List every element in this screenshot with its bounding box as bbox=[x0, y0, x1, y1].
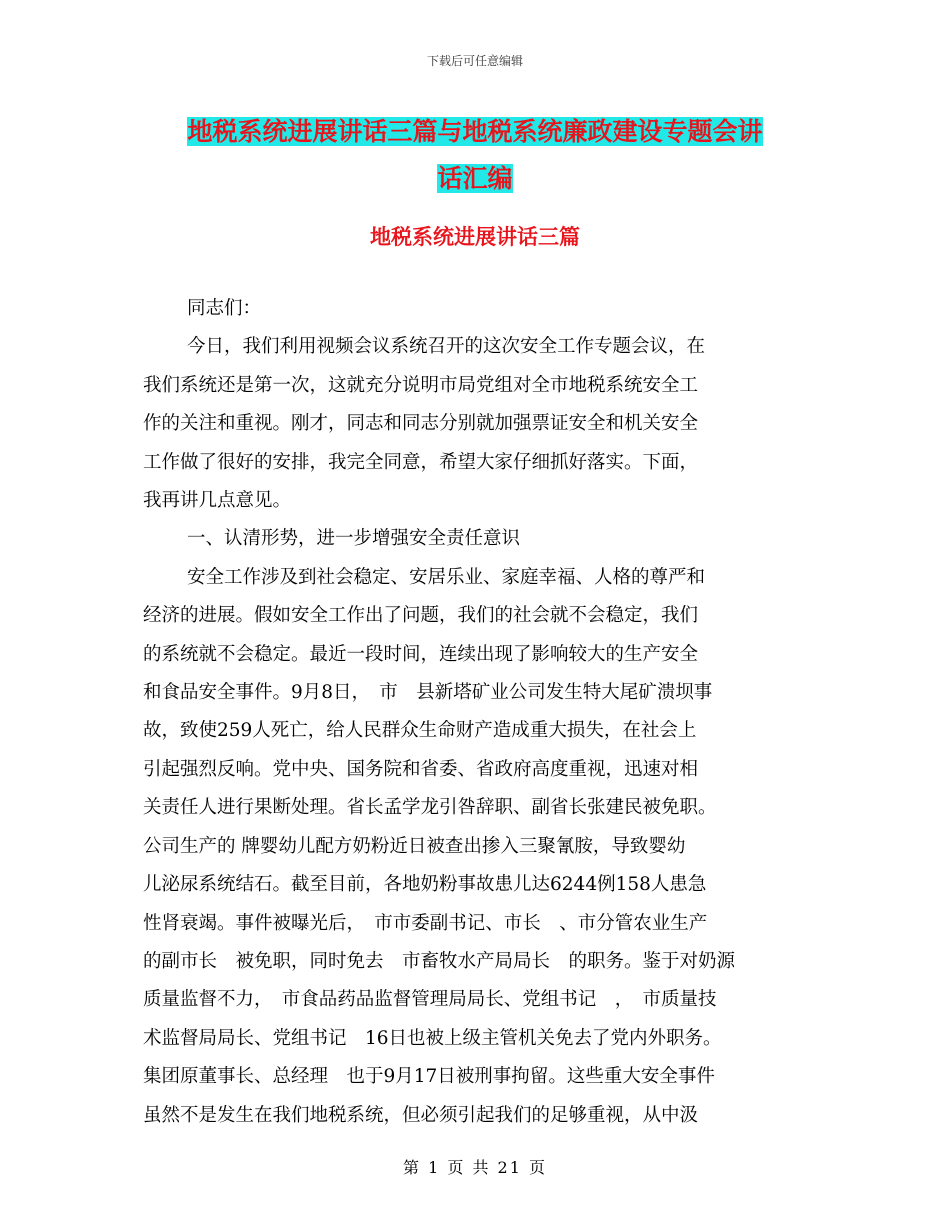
body-line: 儿泌尿系统结石。截至目前，各地奶粉事故患儿达6244例158人患急 bbox=[143, 874, 707, 896]
body-line: 关责任人进行果断处理。省长孟学龙引咎辞职、副省长张建民被免职。 bbox=[143, 797, 717, 819]
body-line: 的副市长 被免职，同时免去 市畜牧水产局局长 的职务。鉴于对奶源 bbox=[143, 950, 736, 972]
body-line: 和食品安全事件。9月8日， 市 县新塔矿业公司发生特大尾矿溃坝事 bbox=[143, 682, 713, 704]
page-footer: 第 1 页 共 21 页 bbox=[403, 1158, 547, 1177]
body-line: 今日，我们利用视频会议系统召开的这次安全工作专题会议，在 bbox=[187, 336, 706, 358]
body-line: 安全工作涉及到社会稳定、安居乐业、家庭幸福、人格的尊严和 bbox=[187, 566, 706, 588]
body-line: 公司生产的 牌婴幼儿配方奶粉近日被查出掺入三聚氰胺，导致婴幼 bbox=[143, 835, 686, 857]
header-note: 下载后可任意编辑 bbox=[426, 54, 523, 68]
body-line: 集团原董事长、总经理 也于9月17日被刑事拘留。这些重大安全事件 bbox=[143, 1066, 715, 1088]
body-line: 虽然不是发生在我们地税系统，但必须引起我们的足够重视，从中汲 bbox=[143, 1104, 699, 1126]
body-line: 我们系统还是第一次，这就充分说明市局党组对全市地税系统安全工 bbox=[143, 374, 699, 396]
body-line: 一、认清形势，进一步增强安全责任意识 bbox=[187, 528, 521, 550]
document-title bbox=[140, 108, 810, 202]
body-line: 作的关注和重视。刚才，同志和同志分别就加强票证安全和机关安全 bbox=[143, 413, 699, 435]
body-line: 同志们： bbox=[187, 298, 262, 319]
body-text bbox=[143, 290, 803, 1135]
body-line: 性肾衰竭。事件被曝光后， 市市委副书记、市长 、市分管农业生产 bbox=[143, 912, 708, 934]
body-line: 故，致使259人死亡，给人民群众生命财产造成重大损失，在社会上 bbox=[143, 720, 697, 742]
body-line: 术监督局局长、党组书记 16日也被上级主管机关免去了党内外职务。 bbox=[143, 1027, 722, 1049]
document-title-line-2: 话汇编 bbox=[437, 164, 513, 193]
body-line: 我再讲几点意见。 bbox=[143, 490, 292, 512]
body-line: 经济的进展。假如安全工作出了问题，我们的社会就不会稳定，我们 bbox=[143, 605, 699, 627]
section-title: 地税系统进展讲话三篇 bbox=[370, 224, 580, 249]
body-line: 的系统就不会稳定。最近一段时间，连续出现了影响较大的生产安全 bbox=[143, 643, 699, 665]
body-line: 工作做了很好的安排，我完全同意，希望大家仔细抓好落实。下面， bbox=[143, 451, 699, 473]
body-line: 质量监督不力， 市食品药品监督管理局局长、党组书记 ， 市质量技 bbox=[143, 989, 717, 1011]
document-title-line-1: 地税系统进展讲话三篇与地税系统廉政建设专题会讲 bbox=[187, 117, 763, 146]
body-line: 引起强烈反响。党中央、国务院和省委、省政府高度重视，迅速对相 bbox=[143, 758, 699, 780]
